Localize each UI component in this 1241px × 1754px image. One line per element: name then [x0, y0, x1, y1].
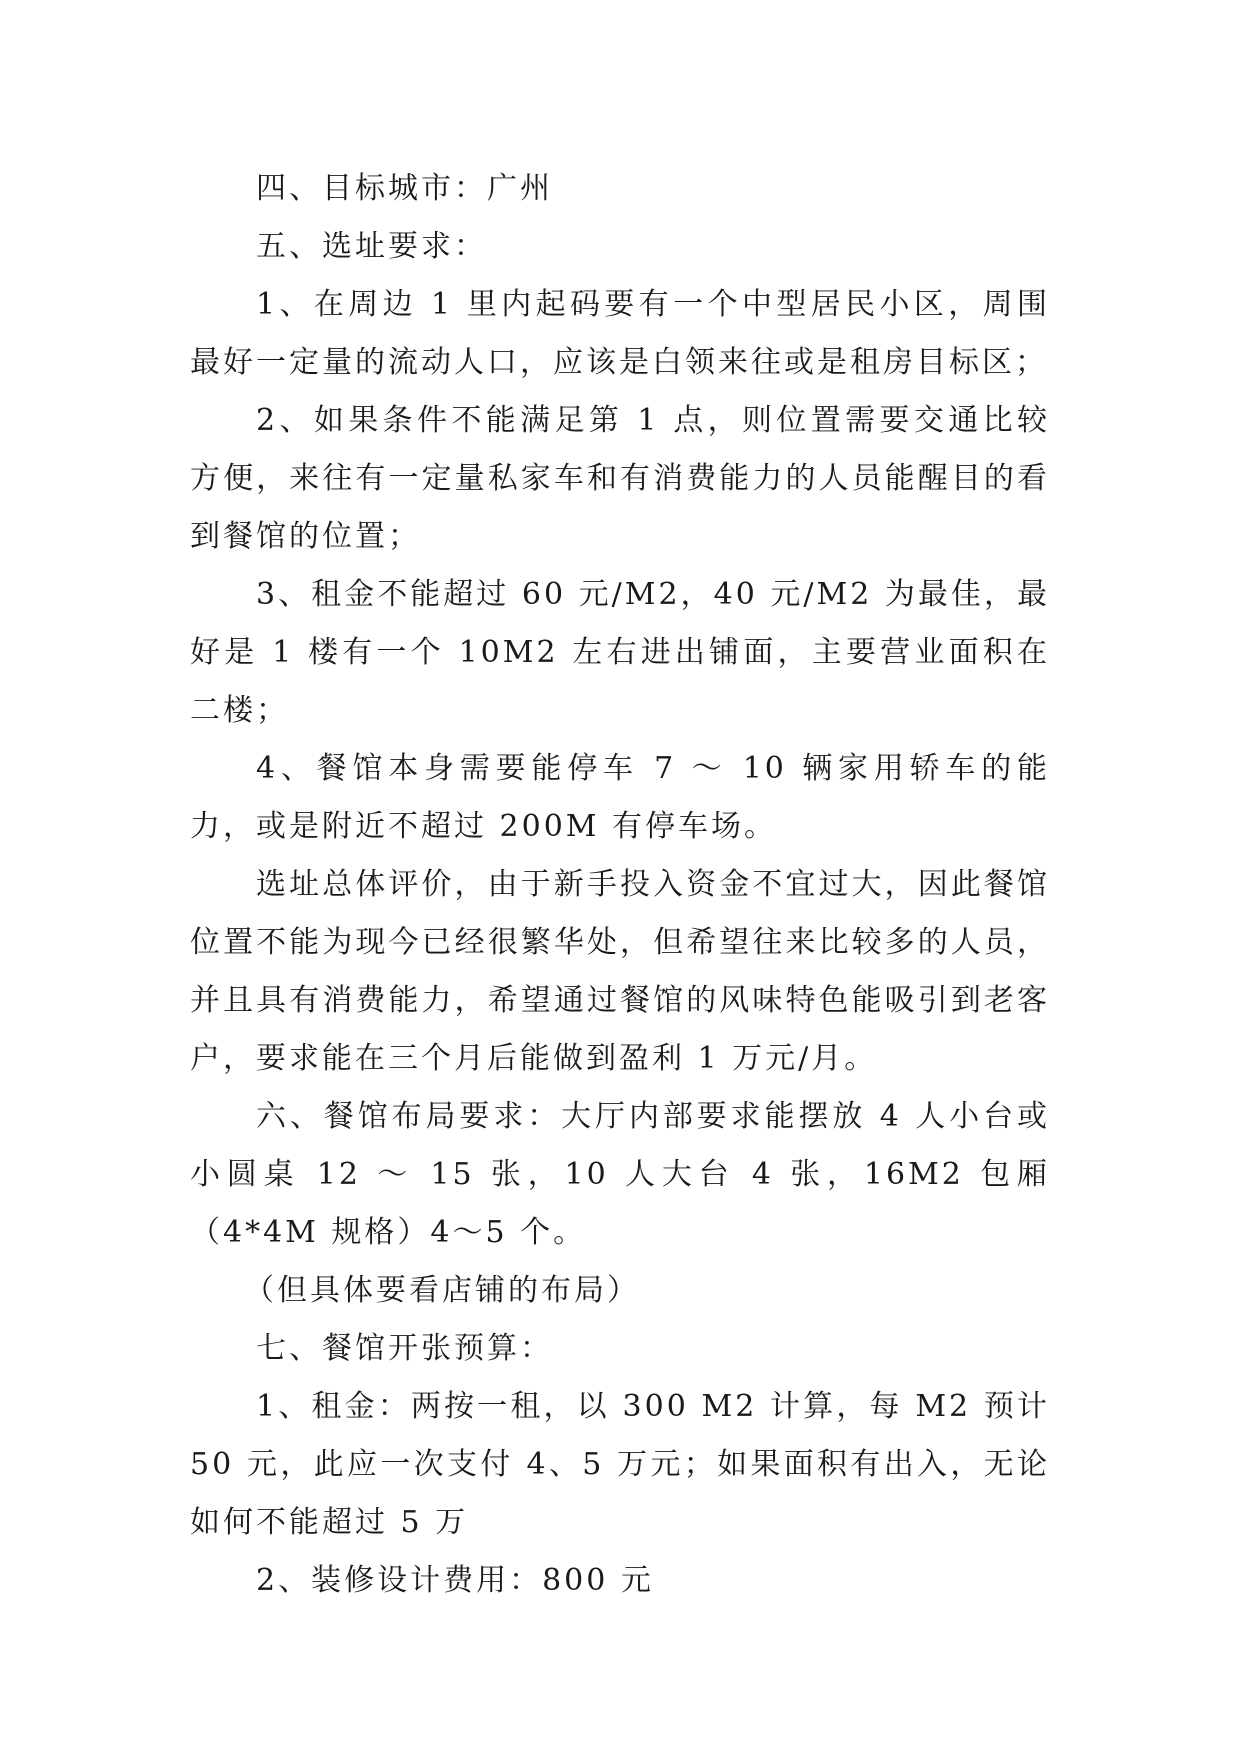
section-heading-layout-requirements: 六、餐馆布局要求：大厅内部要求能摆放 4 人小台或小圆桌 12 ～ 15 张，10 人大台 4 张，16M2 包厢（4*4M 规格）4～5 个。: [190, 1099, 1050, 1250]
section-heading-opening-budget: 七、餐馆开张预算：: [256, 1331, 553, 1366]
section-heading-site-requirements: 五、选址要求：: [256, 229, 487, 264]
requirement-item-1: 1、在周边 1 里内起码要有一个中型居民小区，周围最好一定量的流动人口，应该是白领来往或是租房目标区；: [190, 287, 1050, 380]
requirement-item-3: 3、租金不能超过 60 元/M2，40 元/M2 为最佳，最好是 1 楼有一个 10M2 左右进出铺面，主要营业面积在二楼；: [190, 577, 1050, 728]
budget-item-2: 2、装修设计费用：800 元: [256, 1563, 654, 1598]
document-page: [190, 160, 1050, 1610]
layout-note: （但具体要看店铺的布局）: [244, 1273, 640, 1308]
budget-item-1: 1、租金：两按一租，以 300 M2 计算，每 M2 预计 50 元，此应一次支付 4、5 万元；如果面积有出入，无论如何不能超过 5 万: [190, 1389, 1050, 1540]
requirement-item-2: 2、如果条件不能满足第 1 点，则位置需要交通比较方便，来往有一定量私家车和有消费能力的人员能醒目的看到餐馆的位置；: [190, 403, 1050, 554]
section-heading-target-city: 四、目标城市：广州: [256, 171, 553, 206]
site-evaluation-paragraph: 选址总体评价，由于新手投入资金不宜过大，因此餐馆位置不能为现今已经很繁华处，但希望往来比较多的人员，并且具有消费能力，希望通过餐馆的风味特色能吸引到老客户，要求能在三个月后能做到盈利 1 万元/月。: [190, 867, 1050, 1076]
requirement-item-4: 4、餐馆本身需要能停车 7 ～ 10 辆家用轿车的能力，或是附近不超过 200M 有停车场。: [190, 751, 1050, 844]
